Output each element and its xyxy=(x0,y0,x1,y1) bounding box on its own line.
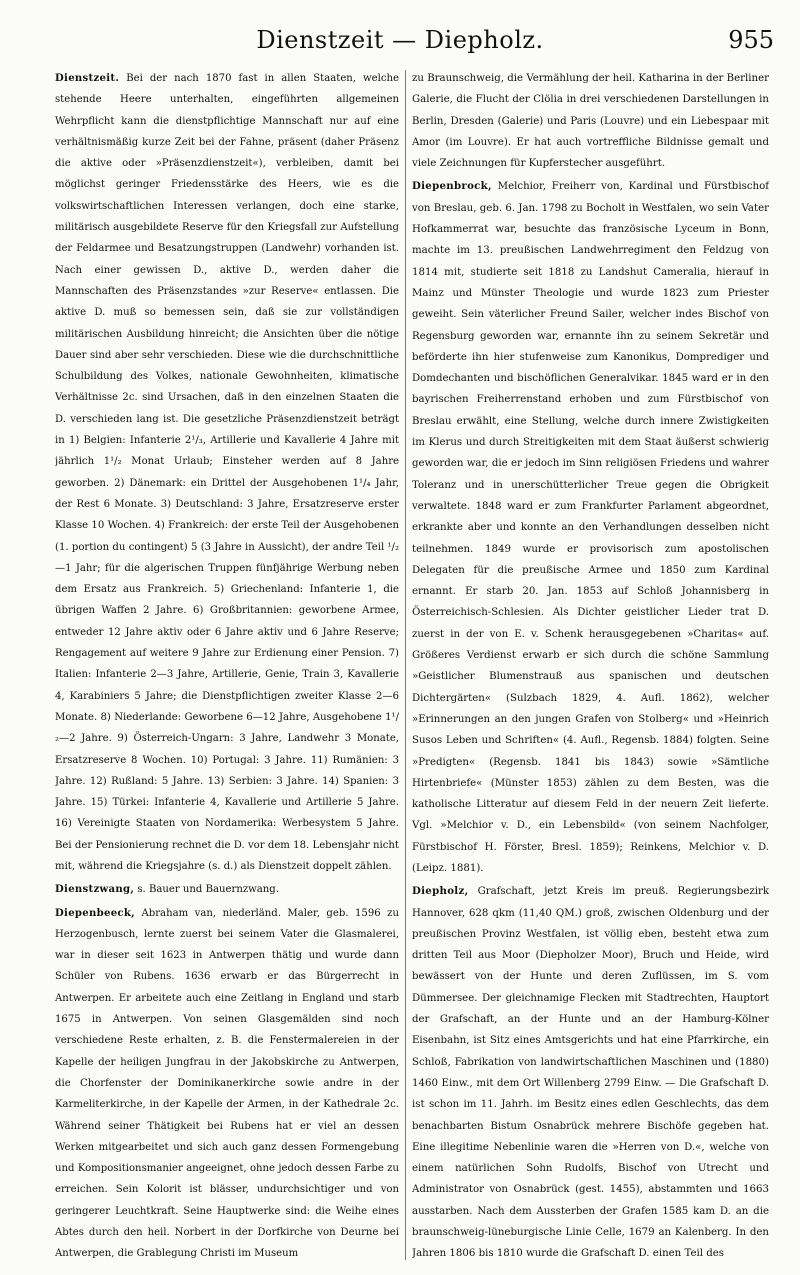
entry-text: s. Bauer und Bauernzwang. xyxy=(134,884,279,896)
column-divider xyxy=(405,70,406,1260)
entry-headword: Dienstzwang, xyxy=(55,884,135,896)
right-column xyxy=(412,68,769,1264)
entry-text: zu Braunschweig, die Vermählung der heil. Katharina in der Berliner Galerie, die Flucht der Clölia in drei verschiedenen Darstellungen in Berlin, Dresden (Galerie) und Paris (Louvre) und ein Liebespaar mit Amor (im Louvre). Er hat auch vortreffliche Bildnisse gemalt und viele Zeichnungen für Kupferstecher ausgeführt. xyxy=(412,73,769,170)
entry-headword: Diepenbrock, xyxy=(412,180,492,193)
page-number: 955 xyxy=(728,26,774,54)
entry-dienstzwang xyxy=(55,879,399,900)
entry-headword: Diepenbeeck, xyxy=(55,907,135,919)
entry-text: Abraham van, niederländ. Maler, geb. 1596 zu Herzogenbusch, lernte zuerst bei seinem Vater die Glasmalerei, war in dieser seit 1623 in Antwerpen thätig und wurde dann Schüler von Rubens. 1636 erwarb er das Bürgerrecht in Antwerpen. Er arbeitete auch eine Zeitlang in England und starb 1675 in Antwerpen. Von seinen Glasgemälden sind noch verschiedene Reste erhalten, z. B. die Fenstermalereien in der Kapelle der heiligen Jungfrau in der Jakobskirche zu Antwerpen, die Chorfenster der Dominikanerkirche sowie andre in der Karmeliterkirche, in der Kapelle der Armen, in der Kathedrale 2c. Während seiner Thätigkeit bei Rubens hat er viel an dessen Werken mitgearbeitet und sich auch ganz dessen Formengebung und Kompositionsmanier angeeignet, ohne jedoch dessen Farbe zu erreichen. Sein Kolorit ist blässer, undurchsichtiger und von geringerer Leuchtkraft. Seine Hauptwerke sind: die Weihe eines Abtes durch den heil. Norbert in der Dorfkirche von Deurne bei Antwerpen, die Grablegung Christi im Museum xyxy=(55,907,399,1260)
left-column xyxy=(55,68,399,1264)
page-header xyxy=(0,0,800,68)
entry-headword: Dienstzeit. xyxy=(55,73,120,84)
entry-diepenbeeck-continued xyxy=(412,68,769,174)
running-head: Dienstzeit — Diepholz. xyxy=(256,26,544,54)
entry-headword: Diepholz, xyxy=(412,885,469,898)
entry-diepenbeeck xyxy=(55,903,399,1264)
entry-text: Grafschaft, jetzt Kreis im preuß. Regierungsbezirk Hannover, 628 qkm (11,40 QM.) groß, zwischen Oldenburg und der preußischen Provinz Westfalen, ist völlig eben, besteht etwa zum dritten Teil aus Moor (Diepholzer Moor), Bruch und Heide, wird bewässert von der Hunte und deren Zuflüssen, im S. vom Dümmersee. Der gleichnamige Flecken mit Stadtrechten, Hauptort der Grafschaft, an der Hunte und an der Hamburg-Kölner Eisenbahn, ist Sitz eines Amtsgerichts und hat eine Pfarrkirche, ein Schloß, Fabrikation von landwirtschaftlichen Maschinen und (1880) 1460 Einw., mit dem Ort Willenberg 2799 Einw. — Die Grafschaft D. ist schon im 11. Jahrh. im Besitz eines edlen Geschlechts, das dem benachbarten Bistum Osnabrück mehrere Bischöfe gegeben hat. Eine illegitime Nebenlinie waren die »Herren von D.«, welche von einem natürlichen Sohn Rudolfs, Bischof von Utrecht und Administrator von Osnabrück (gest. 1455), abstammten und 1663 ausstarben. Nach dem Aussterben der Grafen 1585 kam D. an die braunschweig-lüneburgische Linie Celle, 1679 an Kalenberg. In den Jahren 1806 bis 1810 wurde die Grafschaft D. einen Teil des xyxy=(412,886,769,1260)
entry-text: Melchior, Freiherr von, Kardinal und Fürstbischof von Breslau, geb. 6. Jan. 1798 zu Bocholt in Westfalen, wo sein Vater Hofkammerrat war, besuchte das französische Lyceum in Bonn, machte im 13. preußischen Landwehrregiment den Feldzug von 1814 mit, studierte seit 1818 zu Landshut Cameralia, hierauf in Mainz und Münster Theologie und wurde 1823 zum Priester geweiht. Sein väterlicher Freund Sailer, welcher indes Bischof von Regensburg geworden war, ernannte ihn zu seinem Sekretär und beförderte ihn hier stufenweise zum Kanonikus, Domprediger und Domdechanten und bischöflichen Generalvikar. 1845 ward er in den bayrischen Freiherrenstand erhoben und zum Fürstbischof von Breslau erwählt, eine Stellung, welche durch innere Zwistigkeiten im Klerus und durch Streitigkeiten mit dem Staat äußerst schwierig geworden war, die er jedoch im Sinn religiösen Friedens und wahrer Toleranz und in unerschütterlicher Treue gegen die Obrigkeit verwaltete. 1848 ward er zum Frankfurter Parlament abgeordnet, erkrankte aber und konnte an den Verhandlungen desselben nicht teilnehmen. 1849 wurde er provisorisch zum apostolischen Delegaten für die preußische Armee und 1850 zum Kardinal ernannt. Er starb 20. Jan. 1853 auf Schloß Johannisberg in Österreichisch-Schlesien. Als Dichter geistlicher Lieder trat D. zuerst in der von E. v. Schenk herausgegebenen »Charitas« auf. Größeres Verdienst erwarb er sich durch die schöne Sammlung »Geistlicher Blumenstrauß aus spanischen und deutschen Dichtergärten« (Sulzbach 1829, 4. Aufl. 1862), welcher »Erinnerungen an den jungen Grafen von Stolberg« und »Heinrich Susos Leben und Schriften« (4. Aufl., Regensb. 1884) folgten. Seine »Predigten« (Regensb. 1841 bis 1843) sowie »Sämtliche Hirtenbriefe« (Münster 1853) zählen zu dem Besten, was die katholische Litteratur auf diesem Feld in der neuern Zeit lieferte. Vgl. »Melchior v. D., ein Lebensbild« (von seinem Nachfolger, Fürstbischof H. Förster, Bresl. 1859); Reinkens, Melchior v. D. (Leipz. 1881). xyxy=(412,181,769,874)
entry-diepenbrock xyxy=(412,176,769,879)
entry-text: Bei der nach 1870 fast in allen Staaten, welche stehende Heere unterhalten, eingeführten allgemeinen Wehrpflicht kann die dienstpflichtige Mannschaft nur auf eine verhältnismäßig kurze Zeit bei der Fahne, präsent (daher Präsenz die aktive oder »Präsenzdienstzeit«), verbleiben, damit bei möglichst geringer Friedensstärke des Heers, wie es die volkswirtschaftlichen Interessen verlangen, doch eine starke, militärisch ausgebildete Reserve für den Kriegsfall zur Aufstellung der Feldarmee und Besatzungstruppen (Landwehr) vorhanden ist. Nach einer gewissen D., aktive D., werden daher die Mannschaften des Präsenzstandes »zur Reserve« entlassen. Die aktive D. muß so bemessen sein, daß sie zur vollständigen militärischen Ausbildung hinreicht; die Ansichten über die nötige Dauer sind aber sehr verschieden. Diese wie die durchschnittliche Schulbildung des Volkes, nationale Gewohnheiten, klimatische Verhältnisse 2c. sind Ursachen, daß in den einzelnen Staaten die D. verschieden lang ist. Die gesetzliche Präsenzdienstzeit beträgt in 1) Belgien: Infanterie 2¹/₃, Artillerie und Kavallerie 4 Jahre mit jährlich 1¹/₂ Monat Urlaub; Einsteher werden auf 8 Jahre geworben. 2) Dänemark: ein Drittel der Ausgehobenen 1¹/₄ Jahr, der Rest 6 Monate. 3) Deutschland: 3 Jahre, Ersatzreserve erster Klasse 10 Wochen. 4) Frankreich: der erste Teil der Ausgehobenen (1. portion du contingent) 5 (3 Jahre in Aussicht), der andre Teil ¹/₂—1 Jahr; für die algerischen Truppen fünfjährige Werbung neben dem Ersatz aus Frankreich. 5) Griechenland: Infanterie 1, die übrigen Waffen 2 Jahre. 6) Großbritannien: geworbene Armee, entweder 12 Jahre aktiv oder 6 Jahre aktiv und 6 Jahre Reserve; Rengagement auf weitere 9 Jahre zur Erdienung einer Pension. 7) Italien: Infanterie 2—3 Jahre, Artillerie, Genie, Train 3, Kavallerie 4, Karabiniers 5 Jahre; die Dienstpflichtigen zweiter Klasse 2—6 Monate. 8) Niederlande: Geworbene 6—12 Jahre, Ausgehobene 1¹/₂—2 Jahre. 9) Österreich-Ungarn: 3 Jahre, Landwehr 3 Monate, Ersatzreserve 8 Wochen. 10) Portugal: 3 Jahre. 11) Rumänien: 3 Jahre. 12) Rußland: 5 Jahre. 13) Serbien: 3 Jahre. 14) Spanien: 3 Jahre. 15) Türkei: Infanterie 4, Kavallerie und Artillerie 5 Jahre. 16) Vereinigte Staaten von Nordamerika: Werbesystem 5 Jahre. Bei der Pensionierung rechnet die D. vor dem 18. Lebensjahr nicht mit, während die Kriegsjahre (s. d.) als Dienstzeit doppelt zählen. xyxy=(55,73,399,872)
entry-diepholz xyxy=(412,881,769,1264)
entry-dienstzeit xyxy=(55,68,399,877)
